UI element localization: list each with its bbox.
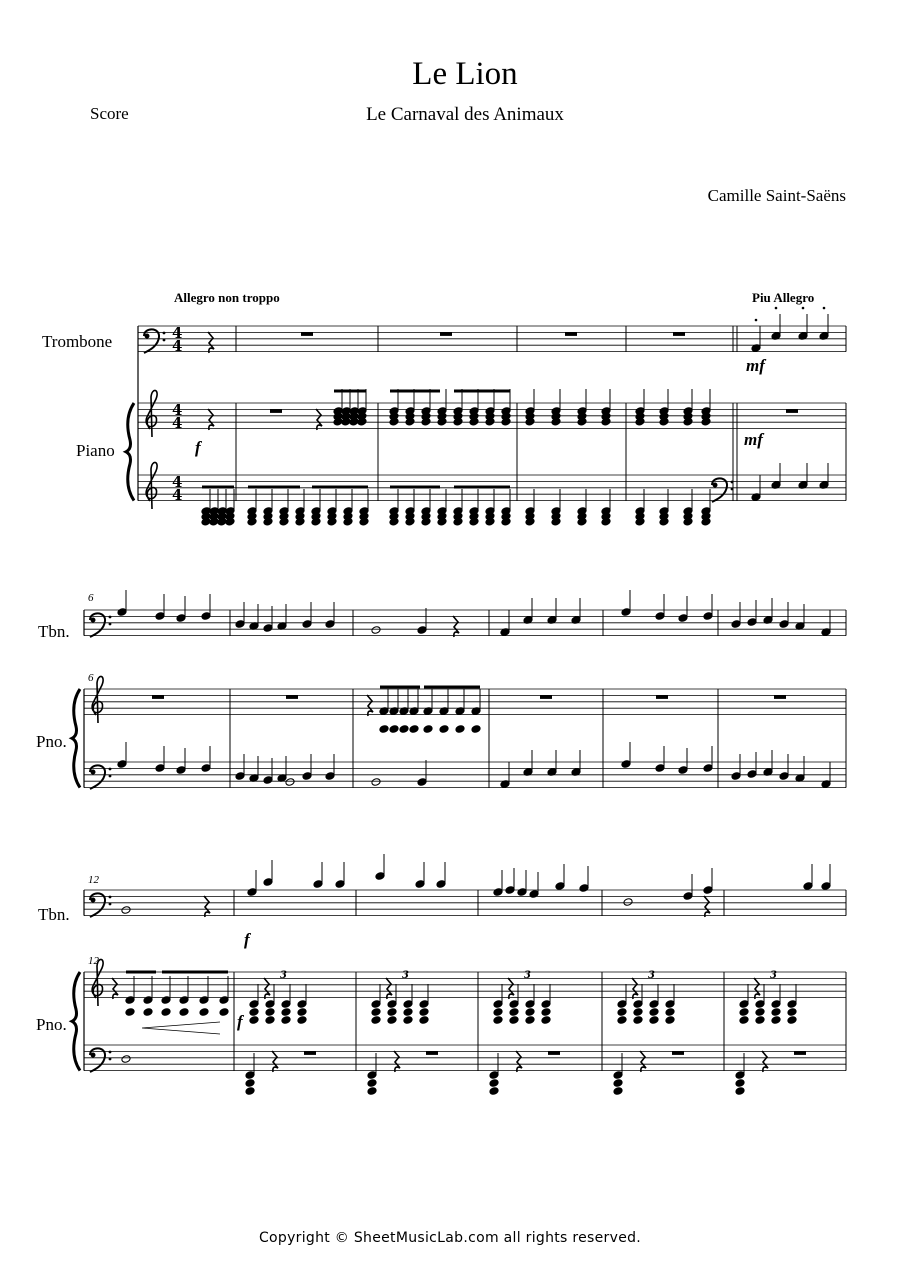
notehead [265, 1008, 275, 1017]
notehead [199, 1008, 209, 1017]
notehead [297, 1008, 307, 1017]
note-beam [202, 486, 234, 489]
bass-clef-icon [90, 893, 105, 917]
notehead [541, 1008, 551, 1017]
notehead [525, 1016, 535, 1025]
notehead [249, 1008, 259, 1017]
notehead [143, 1008, 153, 1017]
notehead [371, 1016, 381, 1025]
notehead [739, 1008, 749, 1017]
bass-clef-dot [163, 332, 166, 335]
notehead [403, 1016, 413, 1025]
triplet-number: 3 [770, 970, 777, 981]
quarter-rest [704, 896, 710, 917]
note-beam [334, 390, 366, 393]
whole-rest [270, 409, 282, 413]
measure-number: 6 [88, 592, 94, 604]
whole-rest [286, 695, 298, 699]
measure-number: 6 [88, 672, 94, 684]
note-beam [390, 390, 440, 393]
bass-clef-dot [109, 1051, 112, 1054]
bass-clef-dot [109, 616, 112, 619]
note-beam [454, 390, 510, 393]
bass-clef-dot [163, 339, 166, 342]
whole-rest [152, 695, 164, 699]
treble-clef-icon [146, 390, 157, 437]
notehead [265, 1016, 275, 1025]
bass-clef-icon [144, 329, 159, 353]
bass-clef-dot [109, 1058, 112, 1061]
quarter-rest [112, 978, 118, 999]
bass-clef-dot [109, 775, 112, 778]
bass-clef-dot [731, 488, 734, 491]
whole-rest [548, 1051, 560, 1055]
quarter-rest [394, 1051, 400, 1072]
notehead [665, 1008, 675, 1017]
notehead [771, 1016, 781, 1025]
notehead [371, 1008, 381, 1017]
quarter-rest [632, 978, 638, 999]
whole-rest [440, 332, 452, 336]
time-signature-numerator: 4 [172, 401, 183, 419]
notehead [389, 725, 399, 734]
notehead [525, 1008, 535, 1017]
notehead [281, 1016, 291, 1025]
notehead [219, 1008, 229, 1017]
quarter-rest [762, 1051, 768, 1072]
staccato-dot [755, 319, 758, 322]
note-beam [390, 486, 440, 489]
notehead [739, 1016, 749, 1025]
composer-name: Camille Saint-Saëns [707, 186, 846, 205]
note-beam [312, 486, 368, 489]
notehead [419, 1008, 429, 1017]
notehead [125, 1008, 135, 1017]
whole-rest [301, 332, 313, 336]
quarter-rest [208, 409, 214, 430]
tempo-marking-allegro-non-troppo: Allegro non troppo [174, 290, 280, 305]
instrument-label-trombone-short: Tbn. [38, 622, 70, 641]
notehead [161, 1008, 171, 1017]
notehead [489, 1087, 499, 1096]
measure-number: 12 [88, 874, 99, 886]
notehead [541, 1016, 551, 1025]
time-signature-numerator: 4 [172, 473, 183, 491]
notehead [649, 1008, 659, 1017]
whole-rest [540, 695, 552, 699]
notehead [755, 1016, 765, 1025]
note-beam [126, 971, 156, 974]
triplet-number: 3 [524, 970, 531, 981]
bass-clef-icon [90, 765, 105, 789]
notehead [489, 1079, 499, 1088]
bass-clef-dot [91, 1053, 96, 1058]
piano-brace [72, 972, 80, 1071]
whole-rest [426, 1051, 438, 1055]
notehead [493, 1016, 503, 1025]
bass-clef-dot [91, 898, 96, 903]
time-signature-denominator: 4 [172, 337, 183, 355]
bass-clef-dot [731, 481, 734, 484]
notehead [617, 1008, 627, 1017]
notehead [121, 906, 131, 915]
notehead [285, 778, 295, 787]
tempo-marking-piu-allegro: Piu Allegro [752, 290, 815, 305]
instrument-label-trombone: Trombone [42, 332, 113, 351]
staccato-dot [823, 307, 826, 310]
dynamic-marking: f [237, 1012, 243, 1031]
whole-rest [673, 332, 685, 336]
whole-rest [786, 409, 798, 413]
bass-clef-icon [712, 478, 727, 502]
whole-rest [794, 1051, 806, 1055]
quarter-rest [204, 896, 210, 917]
bass-clef-dot [109, 623, 112, 626]
crescendo-hairpin [142, 1022, 220, 1034]
dynamic-marking: f [195, 438, 201, 457]
note-beam [248, 486, 300, 489]
time-signature-denominator: 4 [172, 486, 183, 504]
bass-clef-dot [109, 903, 112, 906]
bass-clef-dot [91, 770, 96, 775]
time-signature-denominator: 4 [172, 414, 183, 432]
notehead [613, 1079, 623, 1088]
quarter-rest [453, 616, 459, 637]
piece-subtitle: Le Carnaval des Animaux [366, 104, 564, 125]
quarter-rest [367, 695, 373, 716]
quarter-rest [208, 332, 214, 353]
instrument-label-piano: Piano [76, 441, 115, 460]
notehead [633, 1008, 643, 1017]
bass-clef-icon [90, 1048, 105, 1072]
time-signature-numerator: 4 [172, 324, 183, 342]
bass-clef-icon [90, 613, 105, 637]
quarter-rest [516, 1051, 522, 1072]
notehead [735, 1079, 745, 1088]
bass-clef-dot [91, 618, 96, 623]
note-beam [454, 486, 510, 489]
copyright-footer: Copyright © SheetMusicLab.com all rights reserved. [258, 1230, 642, 1246]
dynamic-marking: mf [744, 430, 763, 449]
whole-rest [565, 332, 577, 336]
quarter-rest [386, 978, 392, 999]
note-beam [380, 686, 420, 689]
triplet-number: 3 [402, 970, 409, 981]
notehead [403, 1008, 413, 1017]
notehead [281, 1008, 291, 1017]
notehead [399, 725, 409, 734]
notehead [665, 1016, 675, 1025]
quarter-rest [272, 1051, 278, 1072]
notehead [371, 626, 381, 635]
notehead [245, 1087, 255, 1096]
note-beam [162, 971, 228, 974]
instrument-label-piano-short: Pno. [36, 732, 67, 751]
notehead [439, 725, 449, 734]
notehead [613, 1087, 623, 1096]
triplet-number: 3 [648, 970, 655, 981]
notehead [245, 1079, 255, 1088]
notehead [367, 1079, 377, 1088]
note-beam [424, 686, 480, 689]
measure-number: 12 [88, 955, 99, 967]
notehead [367, 1087, 377, 1096]
staccato-dot [775, 307, 778, 310]
notehead [787, 1008, 797, 1017]
notehead [423, 725, 433, 734]
bass-clef-dot [109, 768, 112, 771]
notehead [455, 725, 465, 734]
piano-brace [126, 403, 134, 501]
notehead [735, 1087, 745, 1096]
whole-rest [656, 695, 668, 699]
notehead [649, 1016, 659, 1025]
notehead [623, 898, 633, 907]
notehead [787, 1016, 797, 1025]
score-label: Score [90, 104, 129, 123]
notehead [249, 1016, 259, 1025]
piano-brace [72, 689, 80, 788]
notehead [179, 1008, 189, 1017]
notehead [633, 1016, 643, 1025]
treble-clef-icon [146, 462, 157, 509]
whole-rest [304, 1051, 316, 1055]
notehead [379, 725, 389, 734]
quarter-rest [508, 978, 514, 999]
notehead [771, 1008, 781, 1017]
notehead [121, 1055, 131, 1064]
quarter-rest [754, 978, 760, 999]
bass-clef-dot [109, 896, 112, 899]
whole-rest [672, 1051, 684, 1055]
quarter-rest [264, 978, 270, 999]
notehead [509, 1008, 519, 1017]
notehead [387, 1016, 397, 1025]
notehead [409, 725, 419, 734]
triplet-number: 3 [280, 970, 287, 981]
notehead [471, 725, 481, 734]
dynamic-marking: mf [746, 356, 765, 375]
notehead [617, 1016, 627, 1025]
notehead [509, 1016, 519, 1025]
notehead [419, 1016, 429, 1025]
notehead [297, 1016, 307, 1025]
quarter-rest [316, 409, 322, 430]
notehead [371, 778, 381, 787]
instrument-label-trombone-short: Tbn. [38, 905, 70, 924]
bass-clef-dot [713, 483, 718, 488]
instrument-label-piano-short: Pno. [36, 1015, 67, 1034]
whole-rest [774, 695, 786, 699]
notehead [755, 1008, 765, 1017]
quarter-rest [640, 1051, 646, 1072]
notehead [493, 1008, 503, 1017]
bass-clef-dot [145, 334, 150, 339]
staccato-dot [802, 307, 805, 310]
dynamic-marking: f [244, 930, 250, 949]
notehead [387, 1008, 397, 1017]
piece-title: Le Lion [412, 56, 518, 92]
